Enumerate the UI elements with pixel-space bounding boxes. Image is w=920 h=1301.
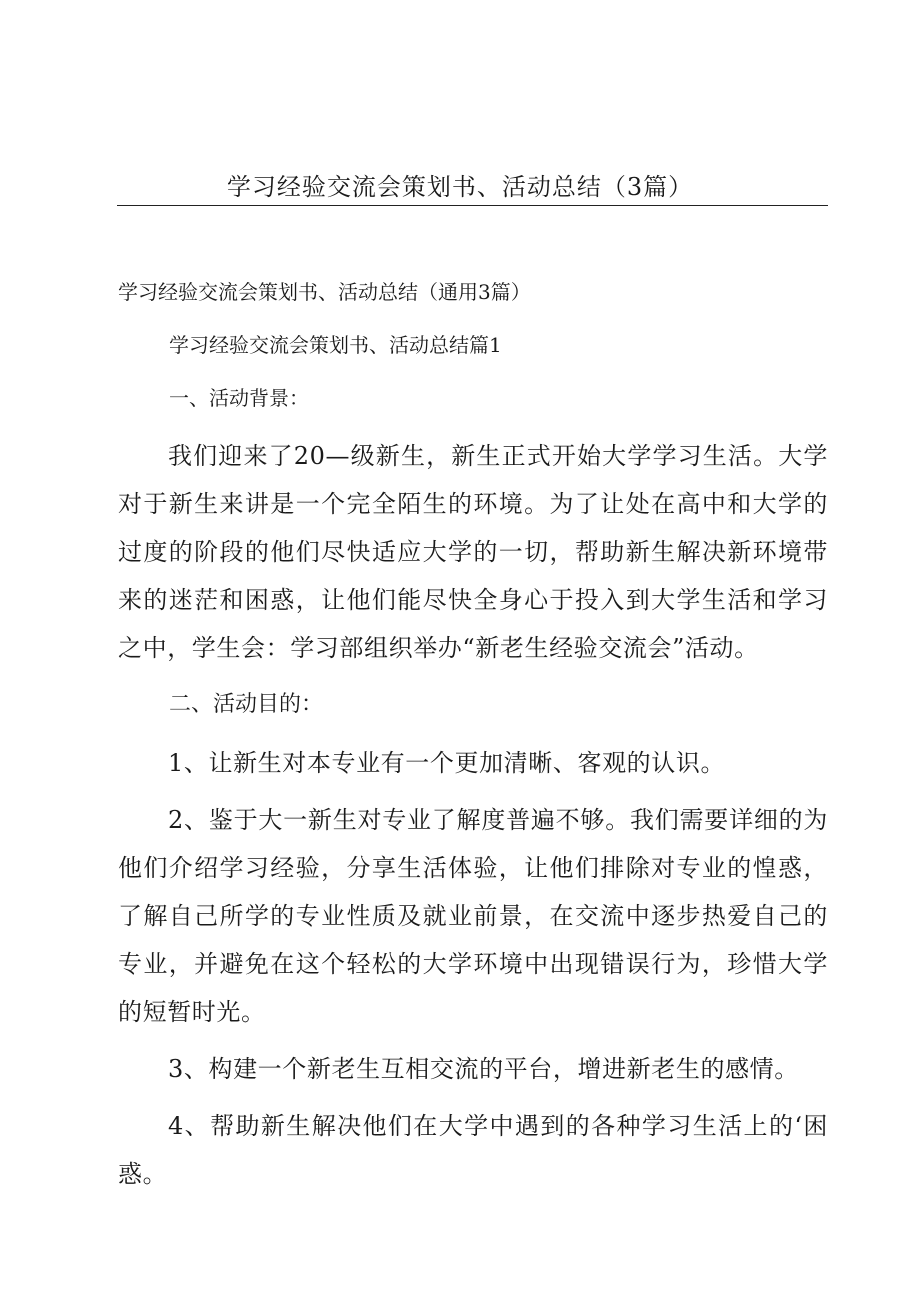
purpose-item: 4、帮助新生解决他们在大学中遇到的各种学习生活上的‘困惑。	[118, 1112, 828, 1188]
document-title: 学习经验交流会策划书、活动总结（3篇）	[226, 173, 694, 201]
title-underline	[117, 205, 828, 206]
purpose-item: 1、让新生对本专业有一个更加清晰、客观的认识。	[168, 749, 726, 777]
background-paragraph: 我们迎来了20—级新生，新生正式开始大学学习生活。大学对于新生来讲是一个完全陌生的环境。为了让处在高中和大学的过度的阶段的他们尽快适应大学的一切，帮助新生解决新环境带来的迷茫和困惑，让他们能尽快全身心于投入到大学生活和学习之中，学生会：学习部组织举办“新老生经验交流会”活动。	[118, 442, 828, 662]
purpose-item: 3、构建一个新老生互相交流的平台，增进新老生的感情。	[168, 1055, 799, 1083]
part-heading: 学习经验交流会策划书、活动总结篇1	[169, 333, 502, 357]
document-body	[118, 275, 828, 1198]
document-subtitle: 学习经验交流会策划书、活动总结（通用3篇）	[118, 280, 531, 304]
section-purpose-heading: 二、活动目的：	[169, 692, 324, 717]
section-background-heading: 一、活动背景：	[169, 386, 309, 410]
purpose-item: 2、鉴于大一新生对专业了解度普遍不够。我们需要详细的为他们介绍学习经验，分享生活体验，让他们排除对专业的惶惑，了解自己所学的专业性质及就业前景，在交流中逐步热爱自己的专业，并避免在这个轻松的大学环境中出现错误行为，珍惜大学的短暂时光。	[118, 806, 828, 1026]
